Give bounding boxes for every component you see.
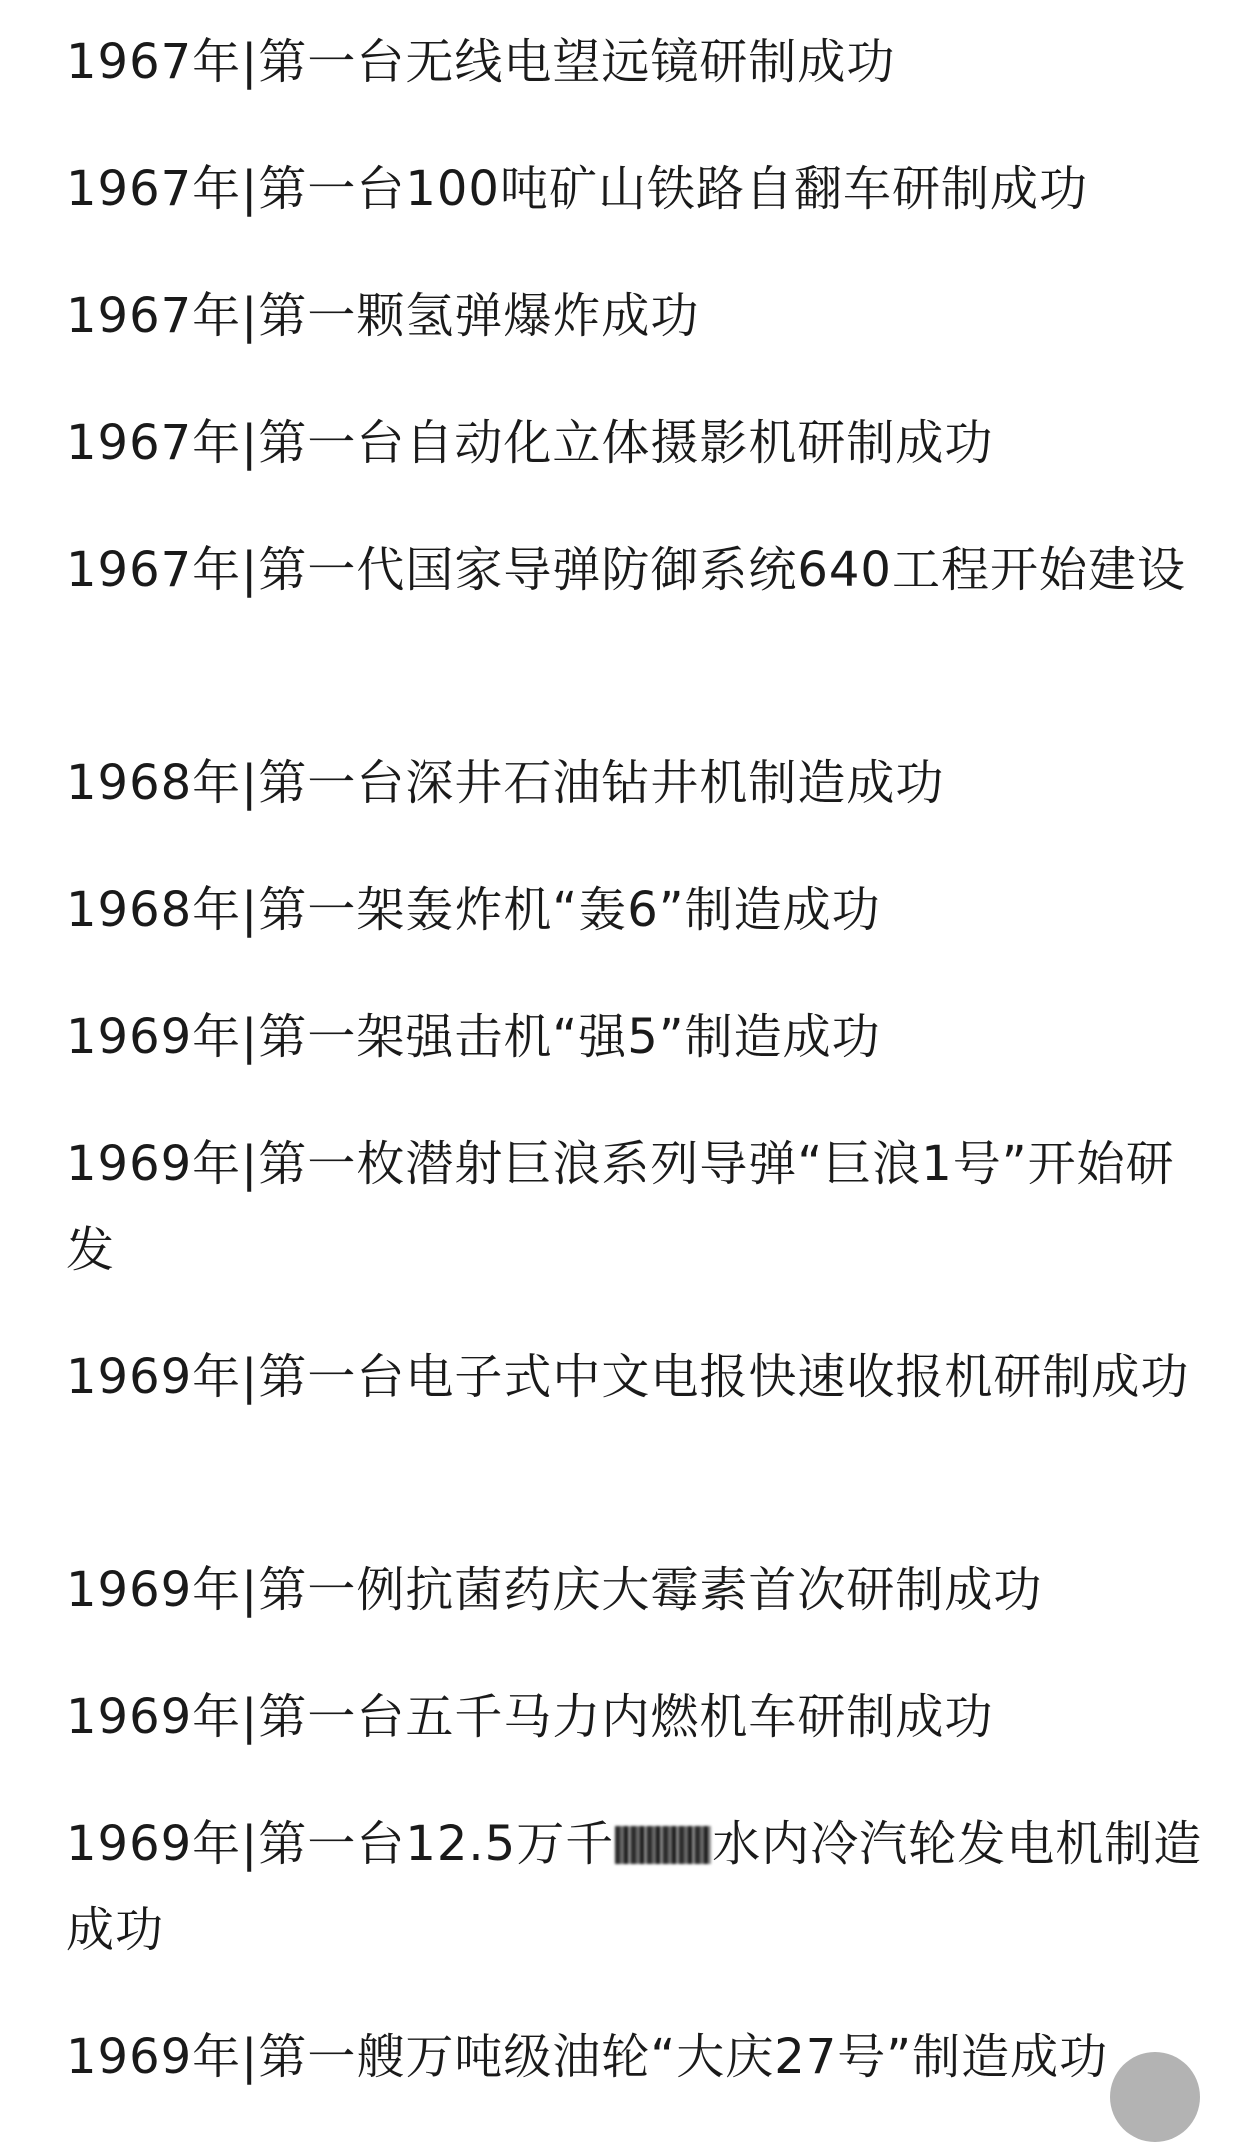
list-item: 1969年|第一台五千马力内燃机车研制成功 [66, 1689, 994, 1745]
list-item: 1967年|第一台100吨矿山铁路自翻车研制成功 [66, 161, 1088, 217]
scroll-to-top-button[interactable] [1110, 2052, 1200, 2142]
list-item: 1968年|第一架轰炸机“轰6”制造成功 [66, 882, 881, 938]
list-item: 1969年|第一枚潜射巨浪系列导弹“巨浪1号”开始研发 [66, 1136, 1175, 1278]
list-item: 1967年|第一台自动化立体摄影机研制成功 [66, 415, 994, 471]
list-item-text-end: 水内冷汽轮发电机制造成功 [66, 1816, 1203, 1958]
milestone-list [66, 0, 1206, 2141]
list-item: 1969年|第一例抗菌药庆大霉素首次研制成功 [66, 1562, 1043, 1618]
list-item: 1968年|第一台深井石油钻井机制造成功 [66, 755, 945, 811]
redacted-text [615, 1826, 711, 1864]
list-item-text-start: 1969年|第一台12.5万千 [66, 1816, 615, 1872]
list-item: 1967年|第一颗氢弹爆炸成功 [66, 288, 700, 344]
list-item: 1967年|第一代国家导弹防御系统640工程开始建设 [66, 542, 1186, 598]
list-item: 1967年|第一台无线电望远镜研制成功 [66, 34, 896, 90]
list-item: 1969年|第一台电子式中文电报快速收报机研制成功 [66, 1349, 1190, 1405]
list-item [66, 1801, 1206, 2014]
list-item: 1969年|第一架强击机“强5”制造成功 [66, 1009, 881, 1065]
list-item: 1969年|第一艘万吨级油轮“大庆27号”制造成功 [66, 2029, 1109, 2085]
